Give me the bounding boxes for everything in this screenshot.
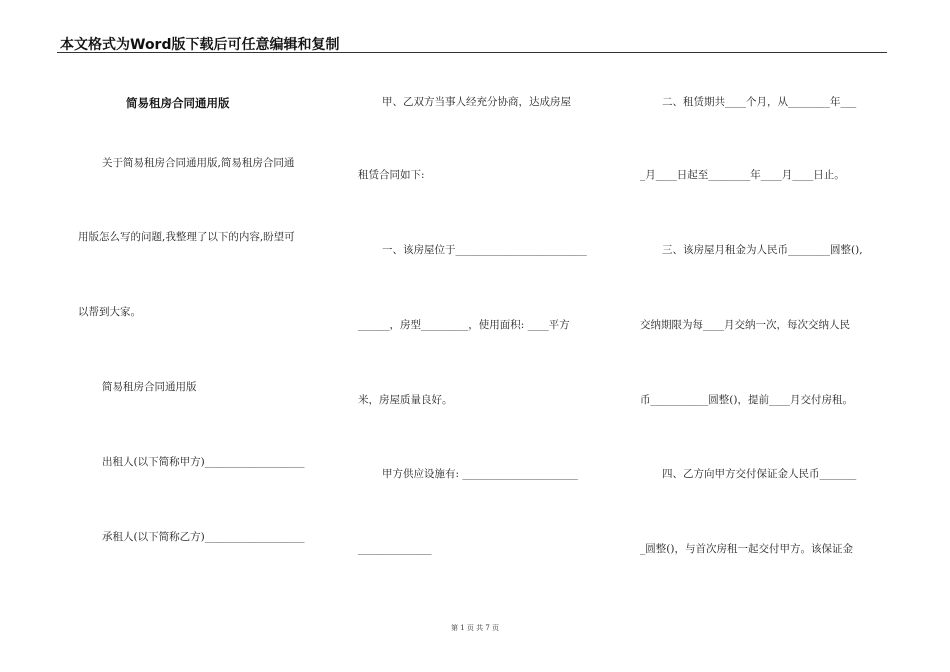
paragraph-line: 关于简易租房合同通用版,简易租房合同通 [102,157,295,169]
paragraph-line: 租赁合同如下: [358,169,425,181]
paragraph-line: _圆整()，与首次房租一起交付甲方。该保证金 [640,543,853,555]
paragraph-line: 米，房屋质量良好。 [358,394,453,406]
lessor-line: 出租人(以下简称甲方)___________________ [102,456,305,468]
paragraph-line: ______________ [358,543,432,555]
page-number: 第 1 页 共 7 页 [450,624,500,632]
paragraph-line: ______，房型_________，使用面积: ____平方 [358,319,570,331]
text-column-3 [640,0,895,672]
paragraph-line: 用版怎么写的问题,我整理了以下的内容,盼望可 [78,231,295,243]
document-title: 简易租房合同通用版 [126,96,230,110]
lessee-line: 承租人(以下简称乙方)___________________ [102,531,305,543]
document-header-title: 本文格式为Word版下载后可任意编辑和复制 [60,37,340,53]
clause-1-line: 一、该房屋位于_________________________ [382,244,587,256]
clause-3-line: 三、该房屋月租金为人民币________圆整(), [662,244,863,256]
text-column-2 [358,0,608,672]
paragraph-line: 甲、乙双方当事人经充分协商，达成房屋 [382,96,571,108]
facilities-line: 甲方供应设施有: ______________________ [382,468,578,480]
clause-2-line: 二、租赁期共____个月，从________年___ [662,96,857,108]
paragraph-line: 以帮到大家。 [78,306,141,318]
clause-4-line: 四、乙方向甲方交付保证金人民币_______ [662,468,857,480]
paragraph-line: 币___________圆整()，提前____月交付房租。 [640,394,853,406]
paragraph-line: _月____日起至________年____月____日止。 [640,169,845,181]
text-column-1 [78,0,328,672]
subtitle-line: 简易租房合同通用版 [102,381,197,393]
paragraph-line: 交纳期限为每____月交纳一次，每次交纳人民 [640,319,850,331]
